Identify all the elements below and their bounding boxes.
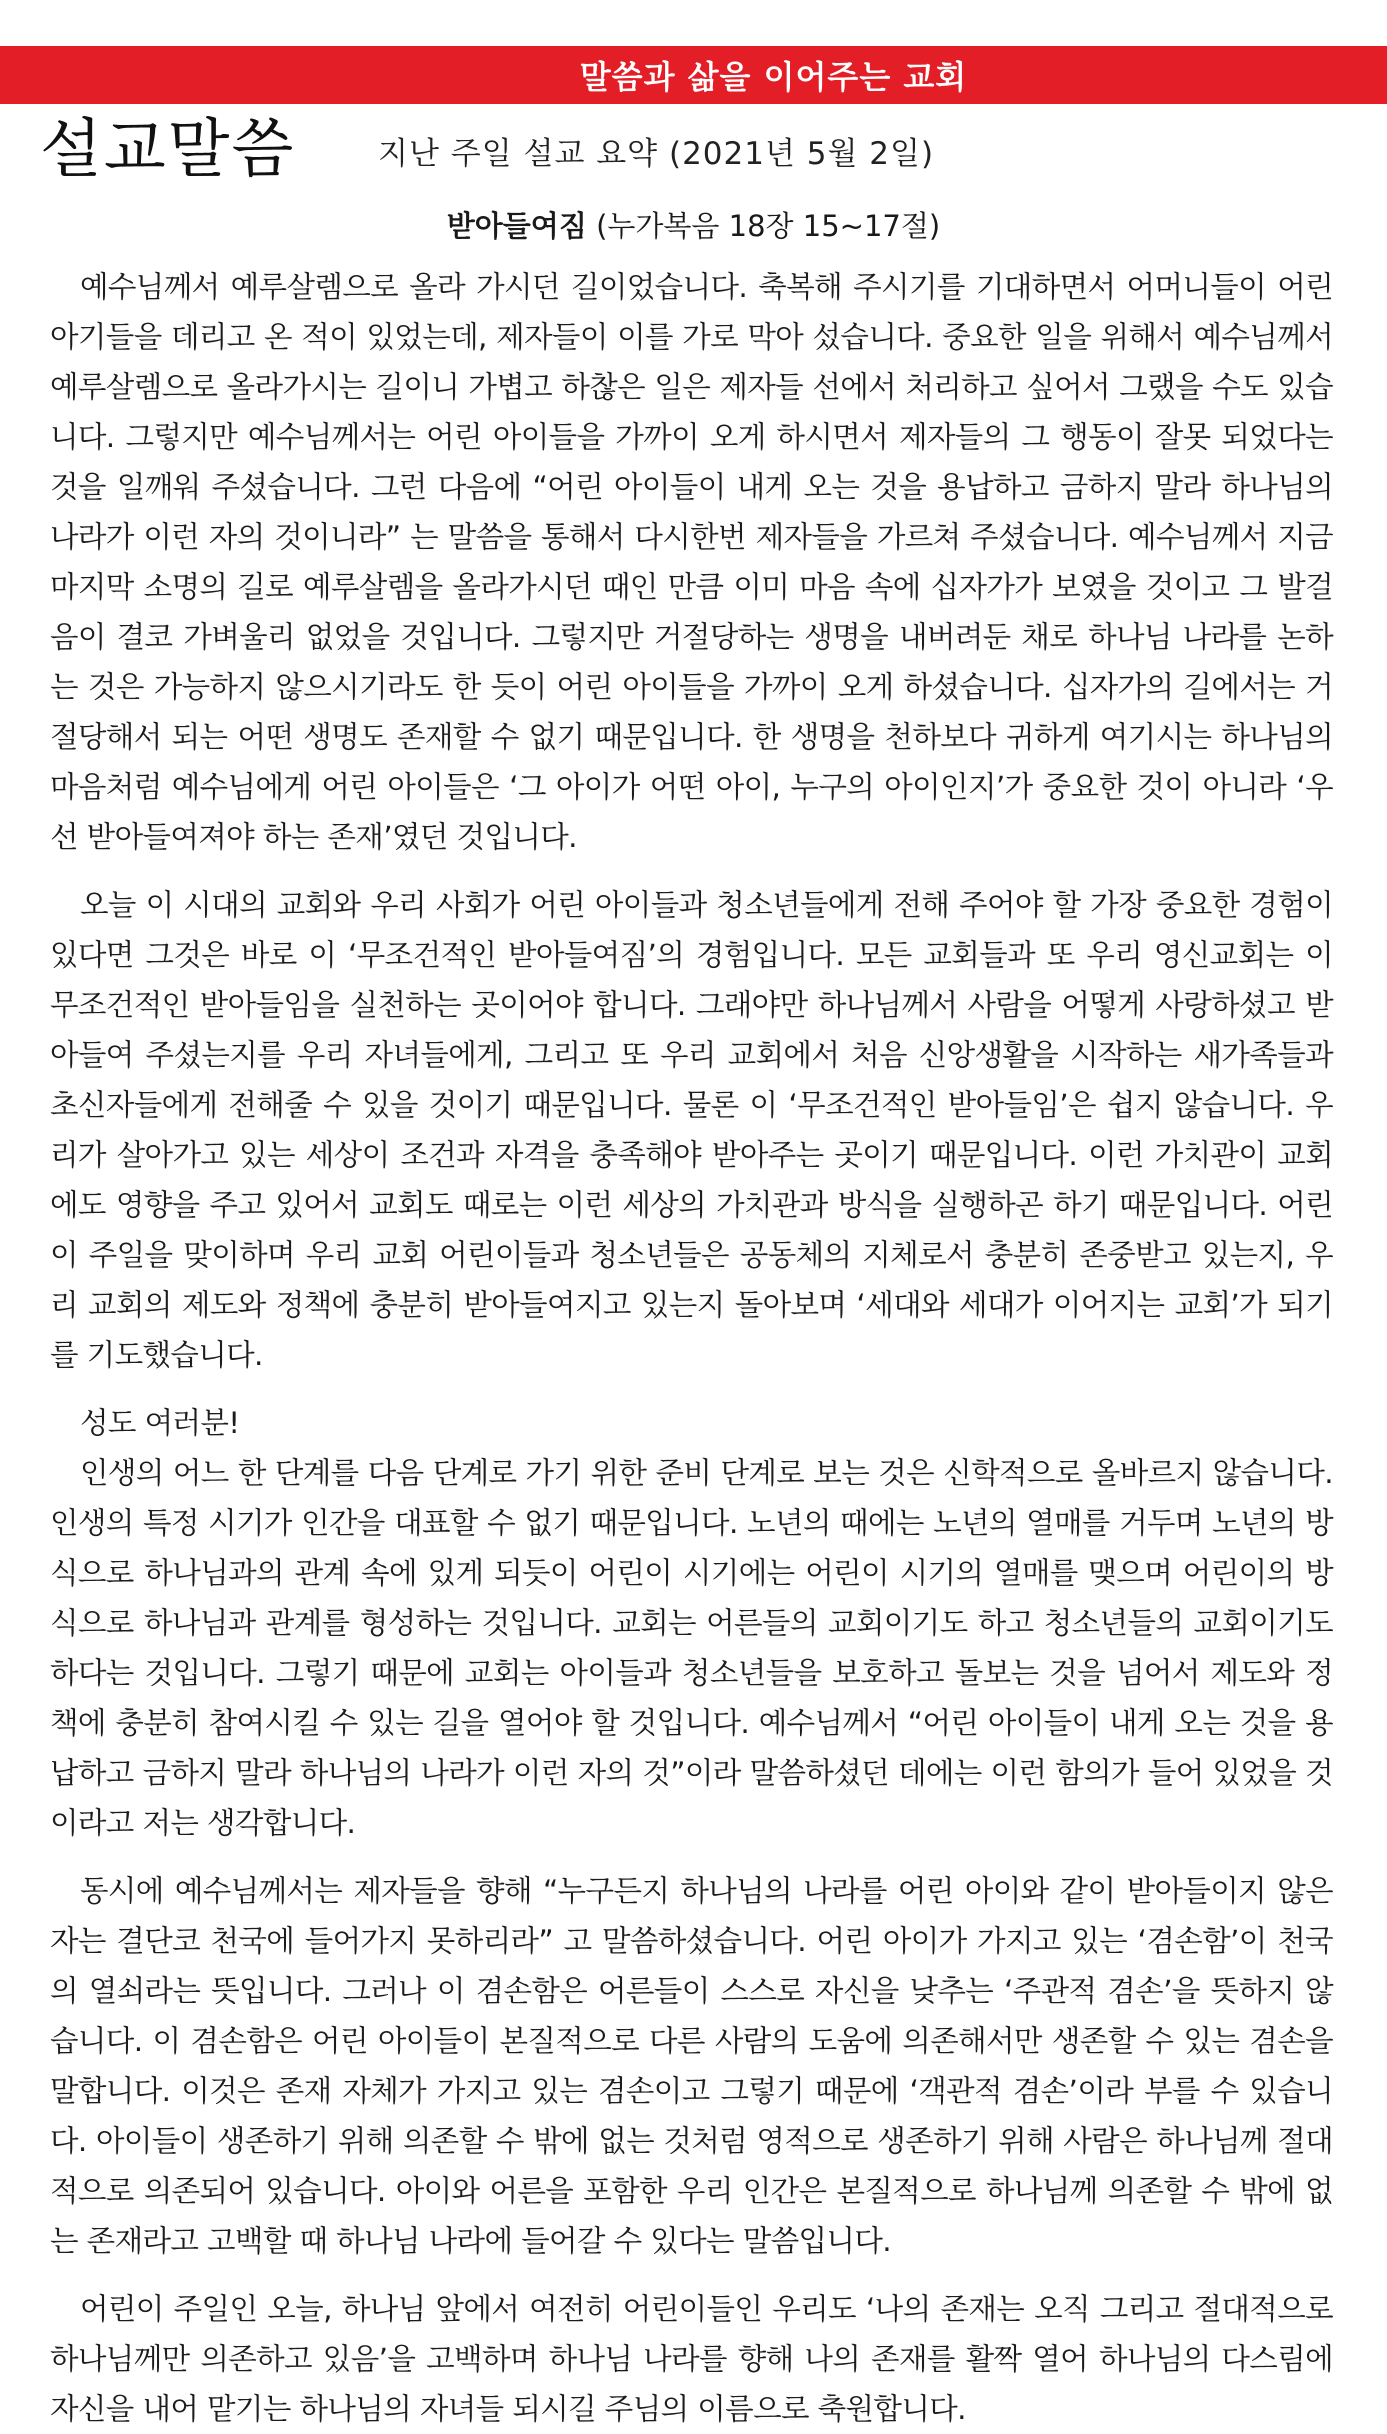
- sermon-paragraph: 어린이 주일인 오늘, 하나님 앞에서 여전히 어린이들인 우리도 ‘나의 존재는 오직 그리고 절대적으로 하나님께만 의존하고 있음’을 고백하며 하나님 나라를 향해 나의 존재를 활짝 열어 하나님의 다스림에 자신을 내어 맡기는 하나님의 자녀들 되시길 주님의 이름으로 축원합니다.: [50, 2292, 1333, 2426]
- sermon-heading: [0, 206, 1387, 246]
- scripture-reference: (누가복음 18장 15~17절): [596, 209, 941, 243]
- sermon-paragraph: 예수님께서 예루살렘으로 올라 가시던 길이었습니다. 축복해 주시기를 기대하면서 어머니들이 어린 아기들을 데리고 온 적이 있었는데, 제자들이 이를 가로 막아 섰습니다. 중요한 일을 위해서 예수님께서 예루살렘으로 올라가시는 길이니 가볍고 하찮은 일은 제자들 선에서 처리하고 싶어서 그랬을 수도 있습니다. 그렇지만 예수님께서는 어린 아이들을 가까이 오게 하시면서 제자들의 그 행동이 잘못 되었다는 것을 일깨워 주셨습니다. 그런 다음에 “어린 아이들이 내게 오는 것을 용납하고 금하지 말라 하나님의 나라가 이런 자의 것이니라” 는 말씀을 통해서 다시한번 제자들을 가르쳐 주셨습니다. 예수님께서 지금 마지막 소명의 길로 예루살렘을 올라가시던 때인 만큼 이미 마음 속에 십자가가 보였을 것이고 그 발걸음이 결코 가벼울리 없었을 것입니다. 그렇지만 거절당하는 생명을 내버려둔 채로 하나님 나라를 논하는 것은 가능하지 않으시기라도 한 듯이 어린 아이들을 가까이 오게 하셨습니다. 십자가의 길에서는 거절당해서 되는 어떤 생명도 존재할 수 없기 때문입니다. 한 생명을 천하보다 귀하게 여기시는 하나님의 마음처럼 예수님에게 어린 아이들은 ‘그 아이가 어떤 아이, 누구의 아이인지’가 중요한 것이 아니라 ‘우선 받아들여져야 하는 존재’였던 것입니다.: [50, 270, 1333, 854]
- church-slogan: 말씀과 삶을 이어주는 교회: [579, 58, 968, 96]
- sermon-date-summary: 지난 주일 설교 요약 (2021년 5월 2일): [378, 136, 935, 172]
- sermon-paragraph: 인생의 어느 한 단계를 다음 단계로 가기 위한 준비 단계로 보는 것은 신학적으로 올바르지 않습니다. 인생의 특정 시기가 인간을 대표할 수 없기 때문입니다. 노년의 때에는 노년의 열매를 거두며 노년의 방식으로 하나님과의 관계 속에 있게 되듯이 어린이 시기에는 어린이 시기의 열매를 맺으며 어린이의 방식으로 하나님과 관계를 형성하는 것입니다. 교회는 어른들의 교회이기도 하고 청소년들의 교회이기도 하다는 것입니다. 그렇기 때문에 교회는 아이들과 청소년들을 보호하고 돌보는 것을 넘어서 제도와 정책에 충분히 참여시킬 수 있는 길을 열어야 할 것입니다. 예수님께서 “어린 아이들이 내게 오는 것을 용납하고 금하지 말라 하나님의 나라가 이런 자의 것”이라 말씀하셨던 데에는 이런 함의가 들어 있었을 것이라고 저는 생각합니다.: [50, 1456, 1333, 1840]
- page-header: [40, 110, 1350, 190]
- sermon-title: 받아들여짐: [446, 209, 587, 243]
- sermon-paragraph: 동시에 예수님께서는 제자들을 향해 “누구든지 하나님의 나라를 어린 아이와 같이 받아들이지 않은 자는 결단코 천국에 들어가지 못하리라” 고 말씀하셨습니다. 어린 아이가 가지고 있는 ‘겸손함’이 천국의 열쇠라는 뜻입니다. 그러나 이 겸손함은 어른들이 스스로 자신을 낮추는 ‘주관적 겸손’을 뜻하지 않습니다. 이 겸손함은 어린 아이들이 본질적으로 다른 사람의 도움에 의존해서만 생존할 수 있는 겸손을 말합니다. 이것은 존재 자체가 가지고 있는 겸손이고 그렇기 때문에 ‘객관적 겸손’이라 부를 수 있습니다. 아이들이 생존하기 위해 의존할 수 밖에 없는 것처럼 영적으로 생존하기 위해 사람은 하나님께 절대적으로 의존되어 있습니다. 아이와 어른을 포함한 우리 인간은 본질적으로 하나님께 의존할 수 밖에 없는 존재라고 고백할 때 하나님 나라에 들어갈 수 있다는 말씀입니다.: [50, 1874, 1333, 2258]
- sermon-greeting: 성도 여러분!: [80, 1406, 240, 1440]
- sermon-paragraph: 오늘 이 시대의 교회와 우리 사회가 어린 아이들과 청소년들에게 전해 주어야 할 가장 중요한 경험이 있다면 그것은 바로 이 ‘무조건적인 받아들여짐’의 경험입니다. 모든 교회들과 또 우리 영신교회는 이 무조건적인 받아들임을 실천하는 곳이어야 합니다. 그래야만 하나님께서 사람을 어떻게 사랑하셨고 받아들여 주셨는지를 우리 자녀들에게, 그리고 또 우리 교회에서 처음 신앙생활을 시작하는 새가족들과 초신자들에게 전해줄 수 있을 것이기 때문입니다. 물론 이 ‘무조건적인 받아들임’은 쉽지 않습니다. 우리가 살아가고 있는 세상이 조건과 자격을 충족해야 받아주는 곳이기 때문입니다. 이런 가치관이 교회에도 영향을 주고 있어서 교회도 때로는 이런 세상의 가치관과 방식을 실행하곤 하기 때문입니다. 어린이 주일을 맞이하며 우리 교회 어린이들과 청소년들은 공동체의 지체로서 충분히 존중받고 있는지, 우리 교회의 제도와 정책에 충분히 받아들여지고 있는지 돌아보며 ‘세대와 세대가 이어지는 교회’가 되기를 기도했습니다.: [50, 888, 1333, 1372]
- sermon-body: [50, 262, 1333, 2434]
- church-slogan-banner: [0, 46, 1387, 104]
- page-title: 설교말씀: [40, 113, 296, 187]
